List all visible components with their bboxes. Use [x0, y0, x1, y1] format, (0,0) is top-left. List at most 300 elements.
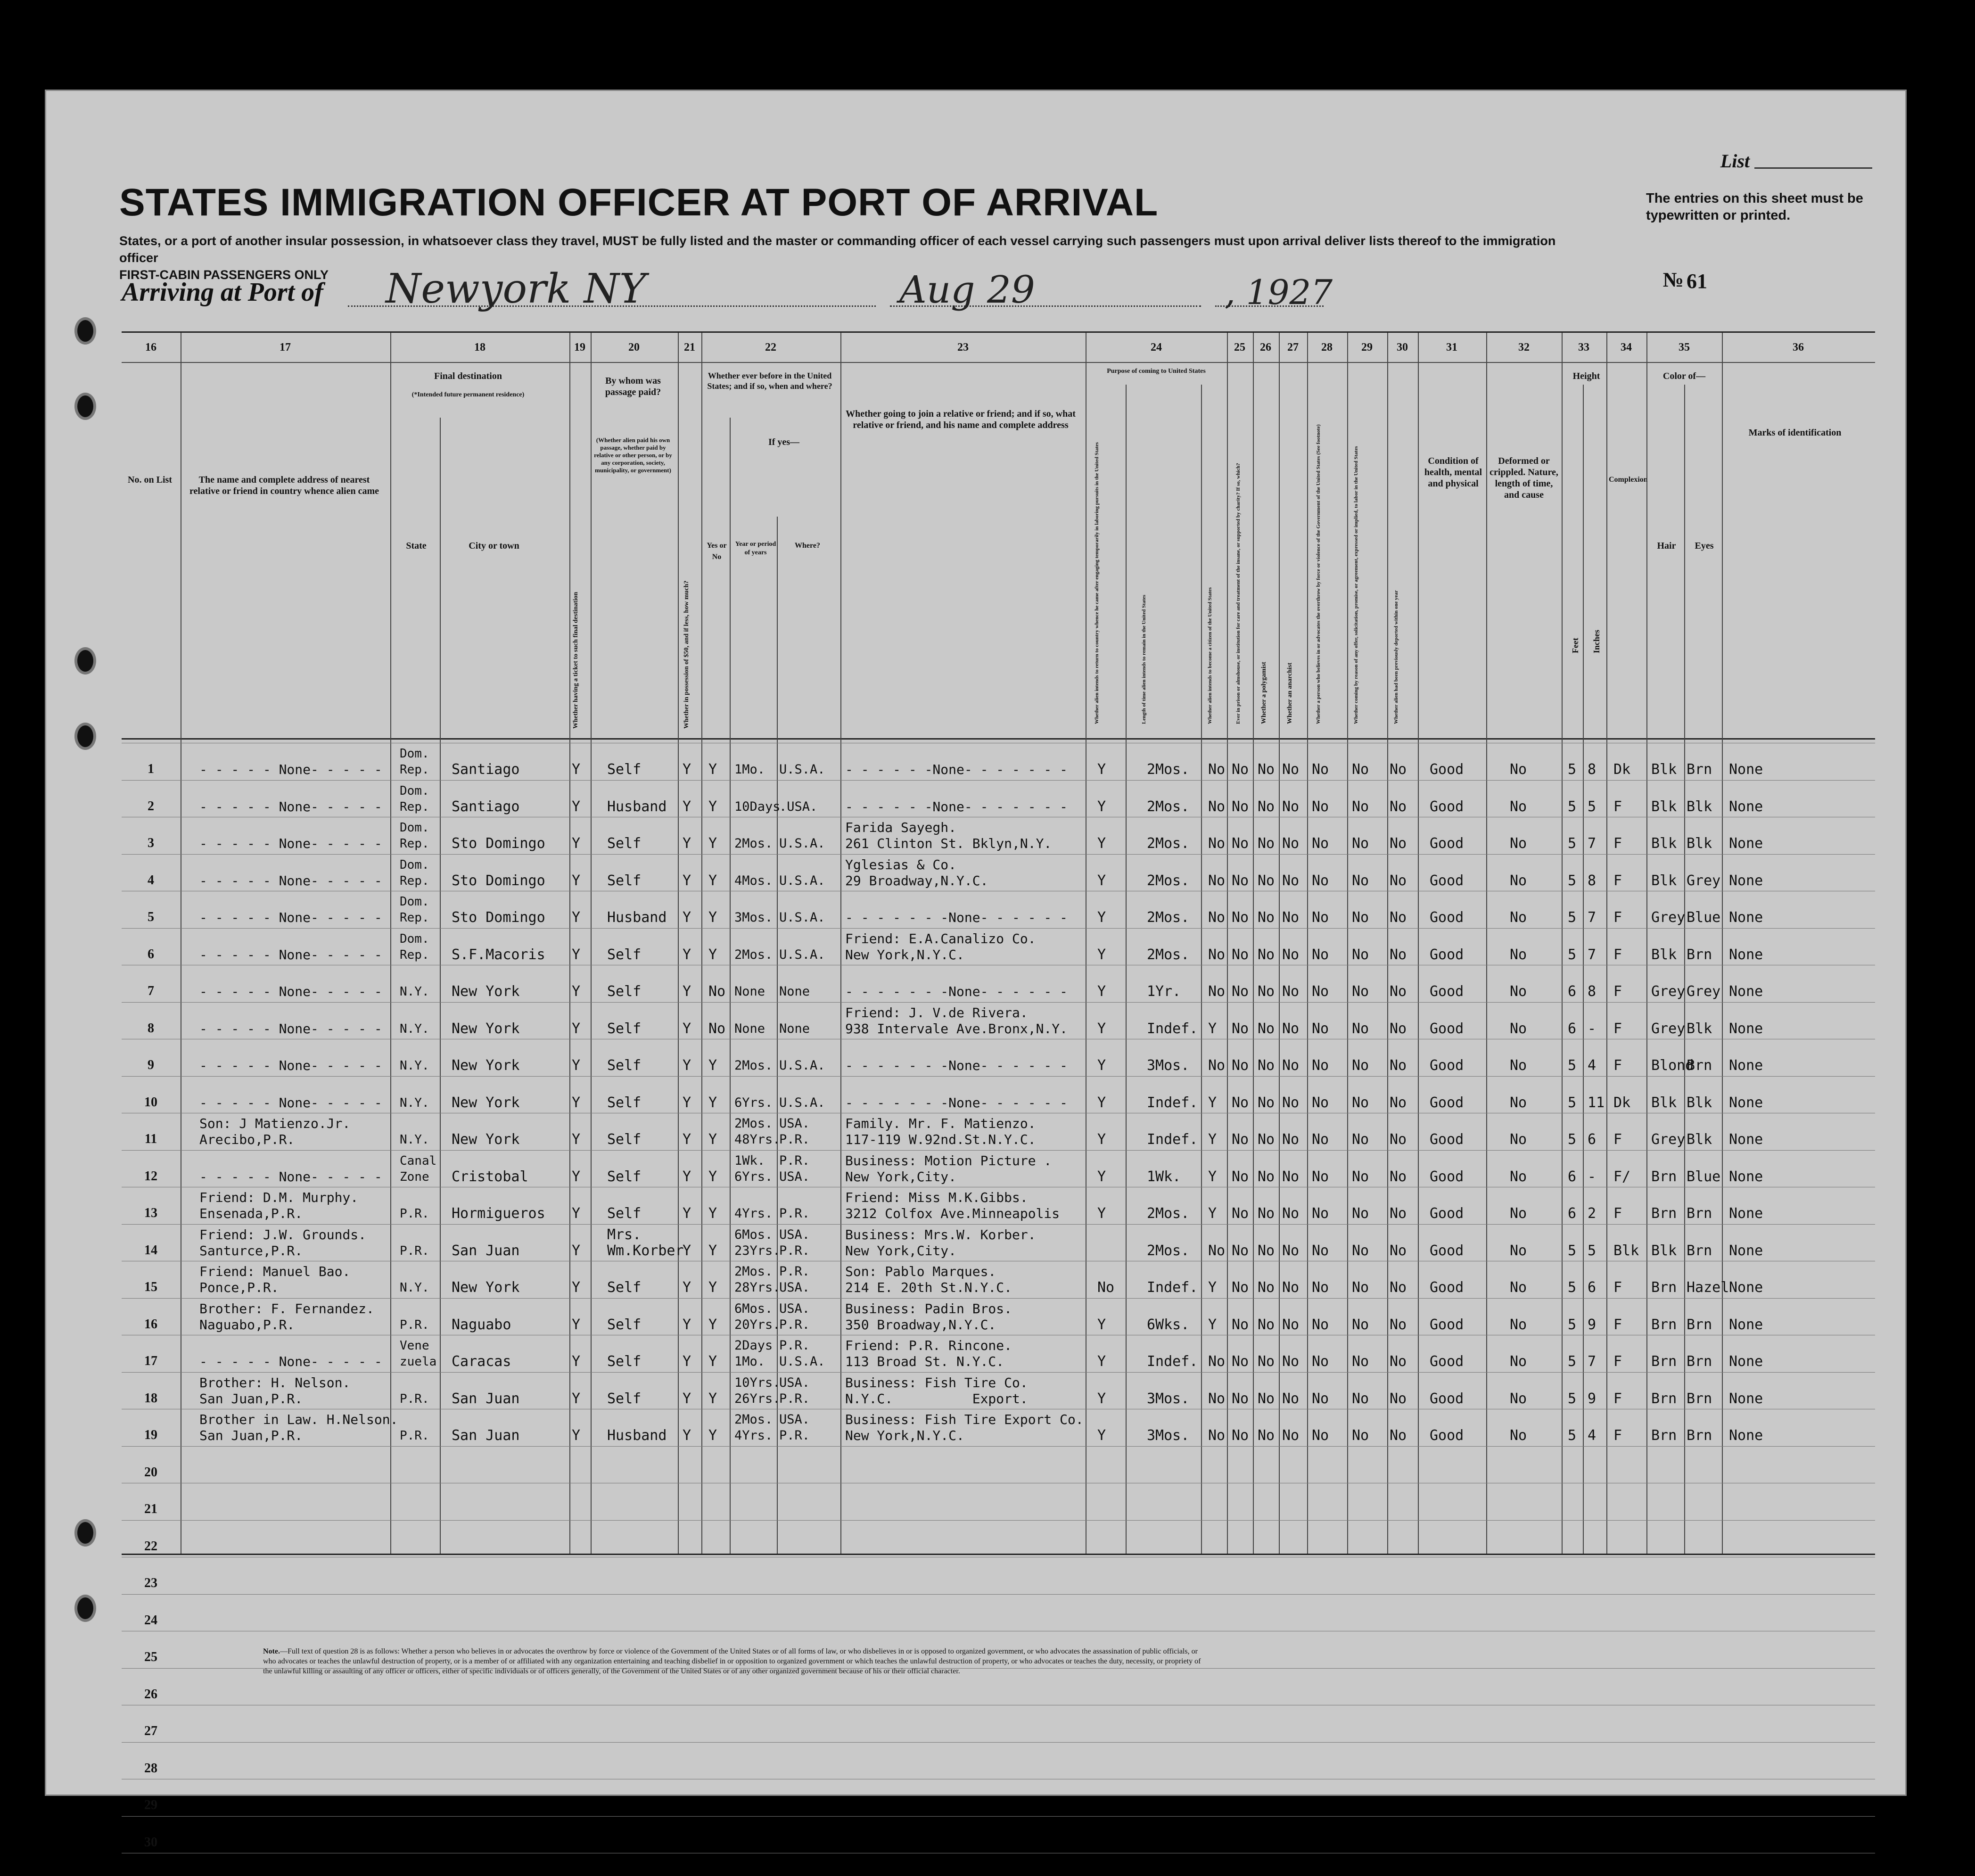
cell-deform: No [1510, 1353, 1527, 1370]
row-number: 18 [144, 1391, 157, 1406]
cell-city: New York [452, 1020, 520, 1037]
cell-health: Good [1430, 1168, 1464, 1185]
column-number: 34 [1621, 341, 1632, 354]
cell-period: 26Yrs. [734, 1391, 781, 1406]
cell-fifty: Y [683, 909, 691, 926]
cell-comp: F [1613, 983, 1622, 1000]
cell-poly: No [1258, 1316, 1275, 1333]
subtitle-line1: States, or a port of another insular possession, in whatsoever class they travel, MUST be fully listed and the master or commanding officer of each vessel carrying such passengers must upon arrival deliver lists thereof to the immigration officer [119, 234, 1556, 265]
cell-rel: Friend: Manuel Bao. [199, 1264, 351, 1279]
subtitle-line2: FIRST-CABIN PASSENGERS ONLY [119, 268, 329, 282]
column-rule [591, 333, 592, 1554]
cell-period: 2Mos. [734, 836, 773, 851]
cell-ft: 5 [1568, 1279, 1577, 1296]
cell-len: 3Mos. [1147, 1427, 1190, 1444]
cell-health: Good [1430, 946, 1464, 963]
col24b-header: Length of time alien intends to remain in the United States [1141, 594, 1147, 724]
cell-poly: No [1258, 1020, 1275, 1037]
column-number: 28 [1321, 341, 1333, 354]
cell-in: 9 [1588, 1316, 1596, 1333]
cell-where: .USA. [779, 799, 818, 814]
cell-ret: Y [1097, 1427, 1106, 1444]
cell-deform: No [1510, 835, 1527, 852]
cell-in: 5 [1588, 798, 1596, 815]
cell-where: P.R. [779, 1317, 810, 1332]
cell-state: Rep. [400, 911, 429, 925]
cell-dep: No [1390, 1427, 1407, 1444]
cell-ticket: Y [572, 1427, 581, 1444]
cell-state: N.Y. [400, 985, 429, 999]
cell-rel: San Juan,P.R. [199, 1428, 303, 1443]
cell-eyes: Grey [1687, 872, 1721, 889]
cell-dep: No [1390, 1316, 1407, 1333]
cell-comp: Dk [1613, 1094, 1631, 1111]
cell-rel: Son: J Matienzo.Jr. [199, 1116, 351, 1131]
col28-header: Whether a person who believes in or advocates the overthrow by force or violence of the Government of the United States (See footnote) [1316, 424, 1321, 724]
cell-ft: 5 [1568, 1427, 1577, 1444]
cell-eyes: Brn [1687, 1242, 1712, 1259]
cell-ticket: Y [572, 1242, 581, 1259]
cell-ticket: Y [572, 1353, 581, 1370]
cell-period: 2Days [734, 1338, 773, 1353]
cell-city: S.F.Macoris [452, 946, 545, 963]
cell-marks: None [1729, 1279, 1763, 1296]
cell-q29: No [1352, 1020, 1369, 1037]
cell-join: Business: Fish Tire Co. [845, 1374, 1028, 1391]
col23-header: Whether going to join a relative or friend; and if so, what relative or friend, and his name and complete address [846, 409, 1076, 430]
cell-dep: No [1390, 1279, 1407, 1296]
col18-state-header: State [406, 541, 427, 551]
date-value: Aug 29 [899, 268, 1035, 312]
cell-ft: 5 [1568, 1242, 1577, 1259]
cell-q28: No [1312, 909, 1329, 926]
cell-in: 8 [1588, 872, 1596, 889]
cell-join: - - - - - - -None- - - - - - [845, 1058, 1068, 1073]
cell-in: 6 [1588, 1131, 1596, 1148]
cell-before: Y [708, 1131, 717, 1148]
cell-ret: Y [1097, 946, 1106, 963]
cell-ft: 6 [1568, 1020, 1577, 1037]
typed-note: The entries on this sheet must be typewritten or printed. [1646, 191, 1863, 223]
cell-dep: No [1390, 798, 1407, 815]
column-rule [1562, 333, 1563, 1554]
cell-anar: No [1282, 1168, 1300, 1185]
cell-poly: No [1258, 1131, 1275, 1148]
cell-q28: No [1312, 1131, 1329, 1148]
cell-ft: 5 [1568, 1353, 1577, 1370]
cell-join: New York,City. [845, 1242, 957, 1259]
cell-len: 2Mos. [1147, 798, 1190, 815]
cell-ticket: Y [572, 1094, 581, 1111]
cell-city: Cristobal [452, 1168, 528, 1185]
cell-rel: San Juan,P.R. [199, 1391, 303, 1407]
cell-cit: Y [1208, 1168, 1217, 1185]
cell-q29: No [1352, 946, 1369, 963]
cell-before: Y [708, 761, 717, 778]
column-number: 32 [1518, 341, 1530, 354]
cell-comp: F [1613, 872, 1622, 889]
cell-where: USA. [779, 1301, 810, 1316]
cell-ticket: Y [572, 909, 581, 926]
cell-state: Dom. [400, 857, 429, 872]
cell-before: Y [708, 1353, 717, 1370]
cell-where: U.S.A. [779, 1095, 825, 1110]
cell-ft: 5 [1568, 1316, 1577, 1333]
cell-period: 6Yrs. [734, 1095, 773, 1110]
cell-join: Yglesias & Co. [845, 856, 957, 872]
row-number: 24 [144, 1613, 157, 1628]
col31-header: Condition of health, mental and physical [1424, 456, 1482, 489]
cell-period: 6Yrs. [734, 1169, 773, 1184]
cell-fifty: Y [683, 1279, 691, 1296]
cell-hair: Blk [1651, 1094, 1677, 1111]
cell-poly: No [1258, 1242, 1275, 1259]
cell-city: San Juan [452, 1242, 520, 1259]
cell-eyes: Brn [1687, 761, 1712, 778]
cell-deform: No [1510, 1131, 1527, 1148]
cell-period: 1Mo. [734, 762, 765, 777]
cell-city: New York [452, 1094, 520, 1111]
cell-rel: Santurce,P.R. [199, 1242, 303, 1259]
cell-hair: Brn [1651, 1353, 1677, 1370]
cell-deform: No [1510, 983, 1527, 1000]
cell-state: N.Y. [400, 1095, 429, 1110]
cell-state: Vene [400, 1339, 429, 1353]
cell-hair: Brn [1651, 1427, 1677, 1444]
cell-cit: No [1208, 1353, 1226, 1370]
cell-q28: No [1312, 1316, 1329, 1333]
cell-city: San Juan [452, 1390, 520, 1407]
cell-q29: No [1352, 1094, 1369, 1111]
cell-q29: No [1352, 1205, 1369, 1222]
column-rule [1347, 333, 1348, 1554]
cell-paid: Husband [607, 909, 667, 926]
cell-anar: No [1282, 909, 1300, 926]
cell-cit: No [1208, 798, 1226, 815]
cell-health: Good [1430, 798, 1464, 815]
cell-where: USA. [779, 1280, 810, 1295]
cell-hair: Blk [1651, 872, 1677, 889]
cell-rel: - - - - - None- - - - - [199, 836, 382, 851]
cell-rel: Ensenada,P.R. [199, 1206, 303, 1221]
cell-in: 7 [1588, 835, 1596, 852]
cell-where: USA. [779, 1169, 810, 1184]
cell-health: Good [1430, 909, 1464, 926]
row-number: 19 [144, 1428, 157, 1442]
cell-ft: 5 [1568, 872, 1577, 889]
cell-rel: - - - - - None- - - - - [199, 984, 382, 999]
cell-join: 117-119 W.92nd.St.N.Y.C. [845, 1132, 1036, 1147]
cell-in: - [1588, 1020, 1596, 1037]
cell-state: Dom. [400, 821, 429, 835]
cell-anar: No [1282, 1094, 1300, 1111]
row-number: 11 [144, 1132, 157, 1146]
cell-period: 4Yrs. [734, 1206, 773, 1221]
cell-rel: - - - - - None- - - - - [199, 1094, 382, 1111]
cell-poly: No [1258, 798, 1275, 815]
cell-ret: No [1097, 1279, 1115, 1296]
cell-fifty: Y [683, 872, 691, 889]
cell-marks: None [1729, 1353, 1763, 1370]
column-number: 17 [280, 341, 291, 354]
cell-before: Y [708, 1316, 717, 1333]
cell-where: USA. [779, 1375, 810, 1390]
cell-cit: Y [1208, 1316, 1217, 1333]
cell-hair: Blond [1651, 1057, 1694, 1074]
cell-len: Indef. [1147, 1131, 1198, 1148]
cell-deform: No [1510, 1427, 1527, 1444]
cell-prison: No [1232, 1057, 1249, 1074]
cell-q28: No [1312, 1279, 1329, 1296]
cell-ticket: Y [572, 1390, 581, 1407]
cell-q28: No [1312, 835, 1329, 852]
cell-q28: No [1312, 1094, 1329, 1111]
cell-ret: Y [1097, 761, 1106, 778]
cell-before: Y [708, 1279, 717, 1296]
cell-health: Good [1430, 1205, 1464, 1222]
row-number: 10 [144, 1094, 157, 1110]
cell-fifty: Y [683, 1353, 691, 1370]
cell-q28: No [1312, 1390, 1329, 1407]
cell-anar: No [1282, 761, 1300, 778]
cell-len: 2Mos. [1147, 909, 1190, 926]
cell-paid: Self [607, 835, 642, 852]
cell-fifty: Y [683, 1131, 691, 1148]
cell-rel: - - - - - None- - - - - [199, 1020, 382, 1037]
cell-eyes: Brn [1687, 1316, 1712, 1333]
cell-deform: No [1510, 1057, 1527, 1074]
header-rule [122, 738, 1875, 740]
cell-city: Hormigueros [452, 1205, 545, 1222]
cell-before: Y [708, 1094, 717, 1111]
cell-dep: No [1390, 1020, 1407, 1037]
cell-state: Rep. [400, 873, 429, 888]
cell-ticket: Y [572, 761, 581, 778]
row-rule [122, 1446, 1875, 1447]
cell-health: Good [1430, 761, 1464, 778]
column-number: 20 [628, 341, 640, 354]
cell-where: P.R. [779, 1132, 810, 1147]
cell-deform: No [1510, 1168, 1527, 1185]
cell-before: Y [708, 1057, 717, 1074]
cell-marks: None [1729, 909, 1763, 926]
cell-ft: 5 [1568, 909, 1577, 926]
col32-header: Deformed or crippled. Nature, length of time, and cause [1489, 456, 1558, 500]
cell-fifty: Y [683, 1316, 691, 1333]
cell-join: 29 Broadway,N.Y.C. [845, 872, 988, 889]
cell-paid: Self [607, 1353, 642, 1370]
col22-ifyes-header: If yes— [768, 437, 800, 447]
cell-cit: Y [1208, 1020, 1217, 1037]
cell-eyes: Blue [1687, 1168, 1721, 1185]
cell-ticket: Y [572, 983, 581, 1000]
cell-where: USA. [779, 1227, 810, 1242]
year-value: , 1927 [1225, 272, 1333, 312]
cell-cit: No [1208, 1242, 1226, 1259]
cell-comp: F/ [1613, 1168, 1631, 1185]
cell-before: Y [708, 1205, 717, 1222]
cell-q29: No [1352, 1242, 1369, 1259]
cell-poly: No [1258, 1205, 1275, 1222]
cell-prison: No [1232, 761, 1249, 778]
cell-join: - - - - - -None- - - - - - - [845, 798, 1068, 815]
cell-anar: No [1282, 872, 1300, 889]
cell-cit: No [1208, 909, 1226, 926]
cell-ft: 6 [1568, 1205, 1577, 1222]
column-number: 25 [1234, 341, 1245, 354]
cell-comp: F [1613, 1353, 1622, 1370]
cell-paid: Self [607, 1131, 642, 1148]
cell-ret: Y [1097, 1131, 1106, 1148]
cell-join: Family. Mr. F. Matienzo. [845, 1116, 1036, 1131]
cell-prison: No [1232, 872, 1249, 889]
cell-marks: None [1729, 983, 1763, 1000]
cell-prison: No [1232, 909, 1249, 926]
cell-ticket: Y [572, 835, 581, 852]
cell-len: 3Mos. [1147, 1057, 1190, 1074]
cell-city: New York [452, 1131, 520, 1148]
cell-q29: No [1352, 1316, 1369, 1333]
cell-eyes: Blk [1687, 1094, 1712, 1111]
cell-join: Son: Pablo Marques. [845, 1264, 996, 1279]
cell-marks: None [1729, 1427, 1763, 1444]
cell-anar: No [1282, 1242, 1300, 1259]
cell-fifty: Y [683, 761, 691, 778]
cell-ft: 6 [1568, 983, 1577, 1000]
col24c-header: Whether alien intends to become a citizen of the United States [1207, 587, 1213, 724]
cell-rel: Brother: F. Fernandez. [199, 1300, 374, 1316]
col33-feet-header: Feet [1571, 638, 1580, 653]
row-number: 23 [144, 1576, 157, 1590]
cell-prison: No [1232, 1390, 1249, 1407]
column-rule [840, 333, 841, 1554]
cell-health: Good [1430, 1094, 1464, 1111]
cell-health: Good [1430, 1279, 1464, 1296]
cell-join: Friend: E.A.Canalizo Co. [845, 930, 1036, 946]
row-rule [122, 1742, 1875, 1743]
cell-in: 7 [1588, 946, 1596, 963]
cell-in: 4 [1588, 1427, 1596, 1444]
cell-prison: No [1232, 1094, 1249, 1111]
cell-join: Business: Padin Bros. [845, 1300, 1012, 1316]
cell-comp: F [1613, 1020, 1622, 1037]
cell-health: Good [1430, 1390, 1464, 1407]
cell-state: P.R. [400, 1243, 429, 1258]
column-number: 27 [1287, 341, 1299, 354]
cell-anar: No [1282, 1390, 1300, 1407]
cell-join: New York,N.Y.C. [845, 1428, 964, 1443]
cell-where: P.R. [779, 1153, 810, 1168]
cell-dep: No [1390, 1168, 1407, 1185]
cell-hair: Brn [1651, 1205, 1677, 1222]
cell-prison: No [1232, 1427, 1249, 1444]
cell-eyes: Brn [1687, 1427, 1712, 1444]
cell-q29: No [1352, 1057, 1369, 1074]
cell-hair: Blk [1651, 946, 1677, 963]
row-number: 13 [144, 1206, 157, 1220]
cell-join: Friend: Miss M.K.Gibbs. [845, 1190, 1028, 1205]
row-number: 25 [144, 1650, 157, 1664]
cell-state: N.Y. [400, 1059, 429, 1073]
row-number: 6 [148, 946, 154, 962]
cell-q28: No [1312, 1353, 1329, 1370]
cell-dep: No [1390, 835, 1407, 852]
cell-health: Good [1430, 1427, 1464, 1444]
cell-state: P.R. [400, 1317, 429, 1332]
cell-prison: No [1232, 1353, 1249, 1370]
col22-header: Whether ever before in the United States; and if so, when and where? [707, 371, 832, 391]
cell-paid: Self [607, 761, 642, 778]
cell-state: N.Y. [400, 1281, 429, 1295]
cell-fifty: Y [683, 835, 691, 852]
cell-state: N.Y. [400, 1021, 429, 1036]
cell-paid: Self [607, 1057, 642, 1074]
cell-anar: No [1282, 983, 1300, 1000]
cell-ret: Y [1097, 1094, 1106, 1111]
cell-q28: No [1312, 1427, 1329, 1444]
column-number: 22 [765, 341, 776, 354]
cell-hair: Brn [1651, 1316, 1677, 1333]
cell-deform: No [1510, 761, 1527, 778]
row-number: 20 [144, 1465, 157, 1480]
cell-ticket: Y [572, 872, 581, 889]
cell-before: No [708, 1020, 726, 1037]
cell-paid: Self [607, 1205, 642, 1222]
cell-period: 2Mos. [734, 1264, 773, 1279]
cell-marks: None [1729, 872, 1763, 889]
cell-paid: Self [607, 1094, 642, 1111]
cell-eyes: Hazel [1687, 1279, 1729, 1296]
cell-comp: Dk [1613, 761, 1631, 778]
cell-ft: 5 [1568, 1390, 1577, 1407]
cell-anar: No [1282, 1316, 1300, 1333]
cell-ft: 5 [1568, 761, 1577, 778]
cell-hair: Grey [1651, 1020, 1686, 1037]
cell-join: - - - - - - -None- - - - - - [845, 984, 1068, 999]
cell-rel: - - - - - None- - - - - [199, 798, 382, 815]
cell-join: New York,City. [845, 1168, 957, 1185]
cell-state: Rep. [400, 763, 429, 777]
cell-prison: No [1232, 1168, 1249, 1185]
cell-len: 3Mos. [1147, 1390, 1190, 1407]
cell-before: Y [708, 909, 717, 926]
cell-comp: F [1613, 946, 1622, 963]
cell-ticket: Y [572, 798, 581, 815]
cell-where: P.R. [779, 1206, 810, 1221]
cell-ret: Y [1097, 835, 1106, 852]
cell-ret: Y [1097, 1020, 1106, 1037]
cell-health: Good [1430, 835, 1464, 852]
cell-q28: No [1312, 761, 1329, 778]
column-number: 30 [1397, 341, 1408, 354]
row-number: 8 [148, 1020, 154, 1036]
col36-header: Marks of identification [1748, 428, 1842, 438]
row-rule [122, 1594, 1875, 1595]
cell-q28: No [1312, 798, 1329, 815]
cell-ft: 5 [1568, 798, 1577, 815]
row-rule [122, 1150, 1875, 1151]
cell-period: 2Mos. [734, 947, 773, 962]
cell-ft: 5 [1568, 946, 1577, 963]
cell-join: Farida Sayegh. [845, 820, 957, 835]
cell-deform: No [1510, 1205, 1527, 1222]
cell-cit: No [1208, 761, 1226, 778]
cell-hair: Blk [1651, 1242, 1677, 1259]
cell-fifty: Y [683, 946, 691, 963]
cell-paid: Self [607, 1168, 642, 1185]
cell-cit: Y [1208, 1094, 1217, 1111]
cell-q29: No [1352, 1131, 1369, 1148]
